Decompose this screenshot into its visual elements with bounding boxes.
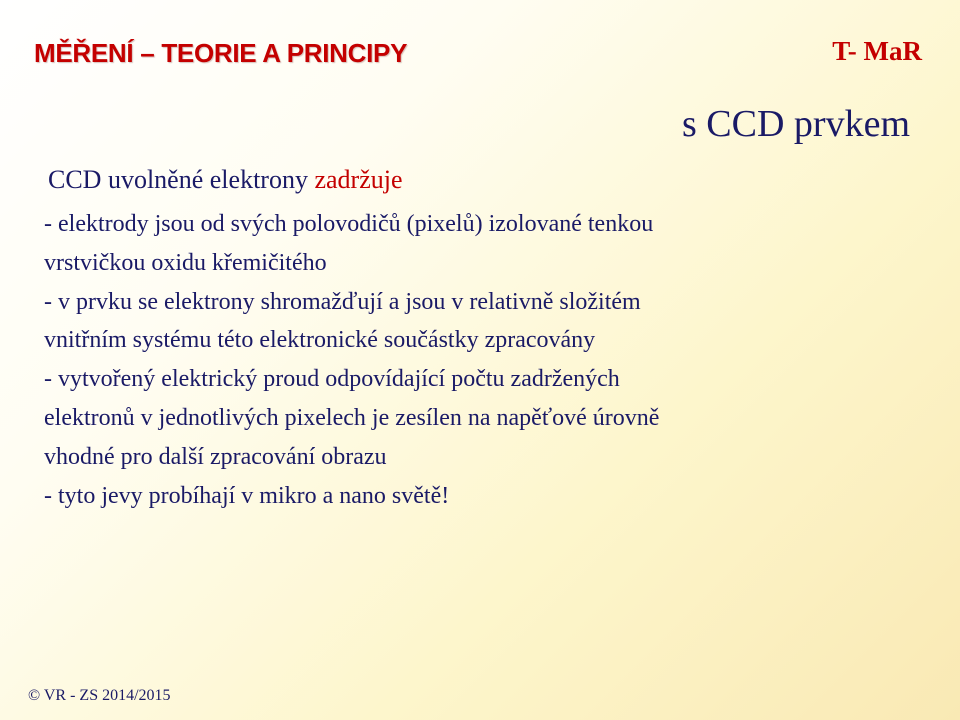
slide-subtitle: s CCD prvkem	[682, 103, 910, 145]
content-body	[44, 205, 924, 515]
slide-title: MĚŘENÍ – TEORIE A PRINCIPY	[34, 38, 408, 68]
footer-copyright: © VR - ZS 2014/2015	[28, 687, 171, 704]
heading-text: CCD uvolněné elektrony	[48, 165, 315, 194]
body-line: - vytvořený elektrický proud odpovídající počtu zadržených	[44, 366, 620, 393]
body-line: vrstvičkou oxidu křemičitého	[44, 249, 327, 276]
body-line: - v prvku se elektrony shromažďují a jsou v relativně složitém	[44, 288, 641, 315]
body-line: - tyto jevy probíhají v mikro a nano světě!	[44, 482, 450, 509]
heading-accent: zadržuje	[314, 165, 403, 194]
body-line: - elektrody jsou od svých polovodičů (pixelů) izolované tenkou	[44, 211, 654, 237]
brand-label: T- MaR	[832, 36, 922, 66]
content-heading	[48, 165, 403, 195]
body-line: vhodné pro další zpracování obrazu	[44, 443, 387, 470]
body-line: elektronů v jednotlivých pixelech je zesílen na napěťové úrovně	[44, 404, 660, 431]
body-line: vnitřním systému této elektronické součástky zpracovány	[44, 327, 596, 354]
